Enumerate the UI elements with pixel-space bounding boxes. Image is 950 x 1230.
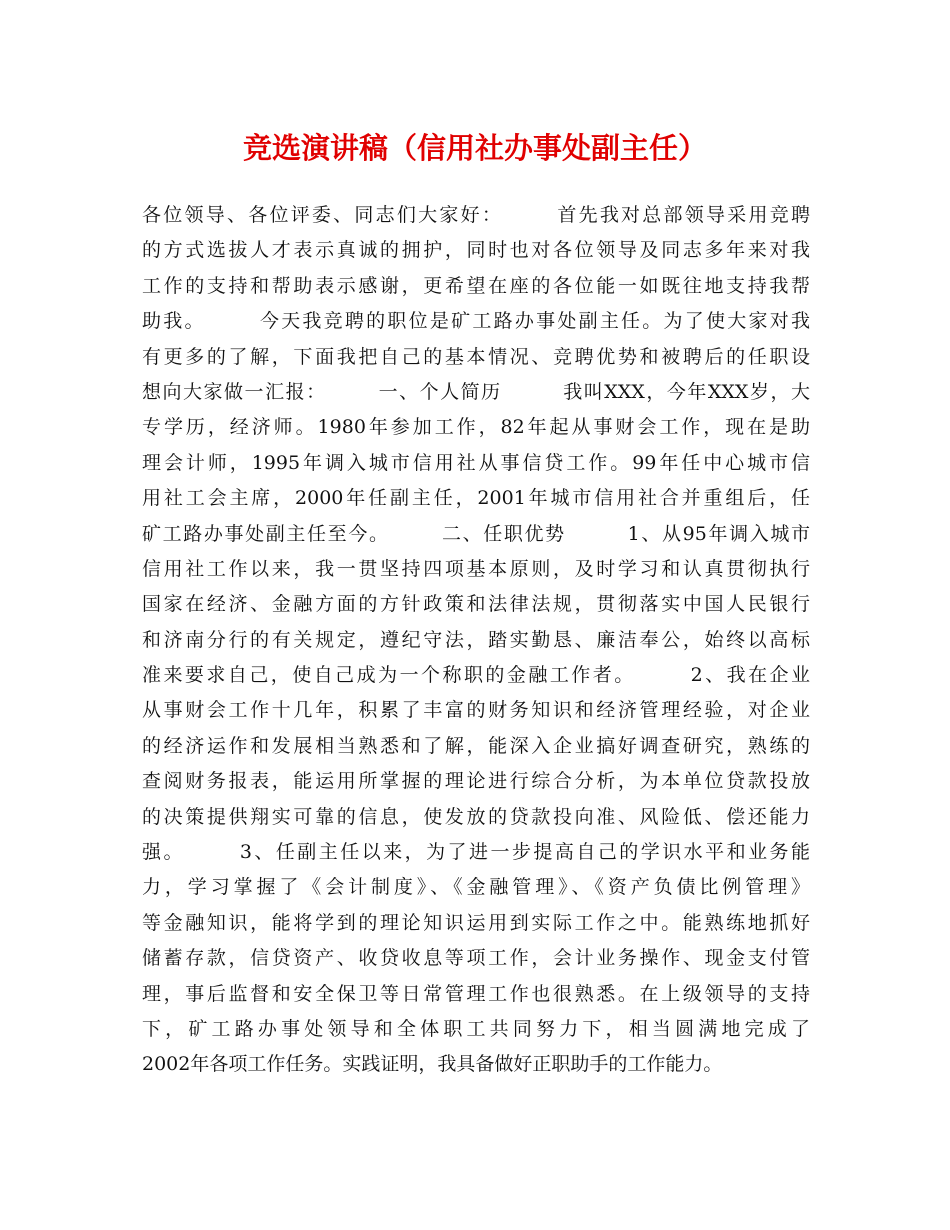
text-line: 和济南分行的有关规定，遵纪守法，踏实勤恳、廉洁奉公，始终以高标 bbox=[142, 628, 810, 651]
document-body bbox=[142, 198, 810, 1083]
text-line: 工作的支持和帮助表示感谢，更希望在座的各位能一如既往地支持我帮 bbox=[142, 274, 810, 297]
text-line: 查阅财务报表，能运用所掌握的理论进行综合分析，为本单位贷款投放 bbox=[142, 770, 810, 793]
text-line: 信用社工作以来，我一贯坚持四项基本原则，及时学习和认真贯彻执行 bbox=[142, 557, 810, 580]
document-title: 竞选演讲稿（信用社办事处副主任） bbox=[242, 131, 707, 165]
text-line: 理，事后监督和安全保卫等日常管理工作也很熟悉。在上级领导的支持 bbox=[142, 982, 810, 1005]
text-line: 储蓄存款，信贷资产、收贷收息等项工作，会计业务操作、现金支付管 bbox=[142, 947, 810, 970]
text-line: 的决策提供翔实可靠的信息，使发放的贷款投向准、风险低、偿还能力 bbox=[142, 805, 810, 828]
text-line: 强。 3、任副主任以来，为了进一步提高自己的学识水平和业务能 bbox=[142, 841, 810, 864]
text-line: 各位领导、各位评委、同志们大家好： 首先我对总部领导采用竞聘 bbox=[142, 204, 810, 226]
text-line: 的经济运作和发展相当熟悉和了解，能深入企业搞好调查研究，熟练的 bbox=[142, 734, 810, 757]
text-line: 下，矿工路办事处领导和全体职工共同努力下，相当圆满地完成了 bbox=[142, 1017, 810, 1040]
text-line: 专学历，经济师。1980年参加工作，82年起从事财会工作，现在是助 bbox=[142, 416, 810, 439]
text-line: 从事财会工作十几年，积累了丰富的财务知识和经济管理经验，对企业 bbox=[142, 699, 810, 722]
text-line: 准来要求自己，使自己成为一个称职的金融工作者。 2、我在企业 bbox=[142, 664, 810, 687]
text-line: 矿工路办事处副主任至今。 二、任职优势 1、从95年调入城市 bbox=[142, 522, 810, 545]
text-line: 用社工会主席，2000年任副主任，2001年城市信用社合并重组后，任 bbox=[142, 487, 810, 510]
text-line: 国家在经济、金融方面的方针政策和法律法规，贯彻落实中国人民银行 bbox=[142, 593, 810, 616]
text-line: 2002年各项工作任务。实践证明，我具备做好正职助手的工作能力。 bbox=[142, 1053, 723, 1076]
text-line: 的方式选拔人才表示真诚的拥护，同时也对各位领导及同志多年来对我 bbox=[142, 239, 810, 262]
text-line: 想向大家做一汇报： 一、个人简历 我叫XXX，今年XXX岁，大 bbox=[142, 380, 810, 403]
text-line: 力，学习掌握了《会计制度》、《金融管理》、《资产负债比例管理》 bbox=[142, 876, 810, 899]
text-line: 理会计师，1995年调入城市信用社从事信贷工作。99年任中心城市信 bbox=[142, 451, 810, 474]
text-line: 有更多的了解，下面我把自己的基本情况、竞聘优势和被聘后的任职设 bbox=[142, 345, 810, 368]
text-line: 等金融知识，能将学到的理论知识运用到实际工作之中。能熟练地抓好 bbox=[142, 911, 810, 934]
text-line: 助我。 今天我竞聘的职位是矿工路办事处副主任。为了使大家对我 bbox=[142, 310, 810, 333]
